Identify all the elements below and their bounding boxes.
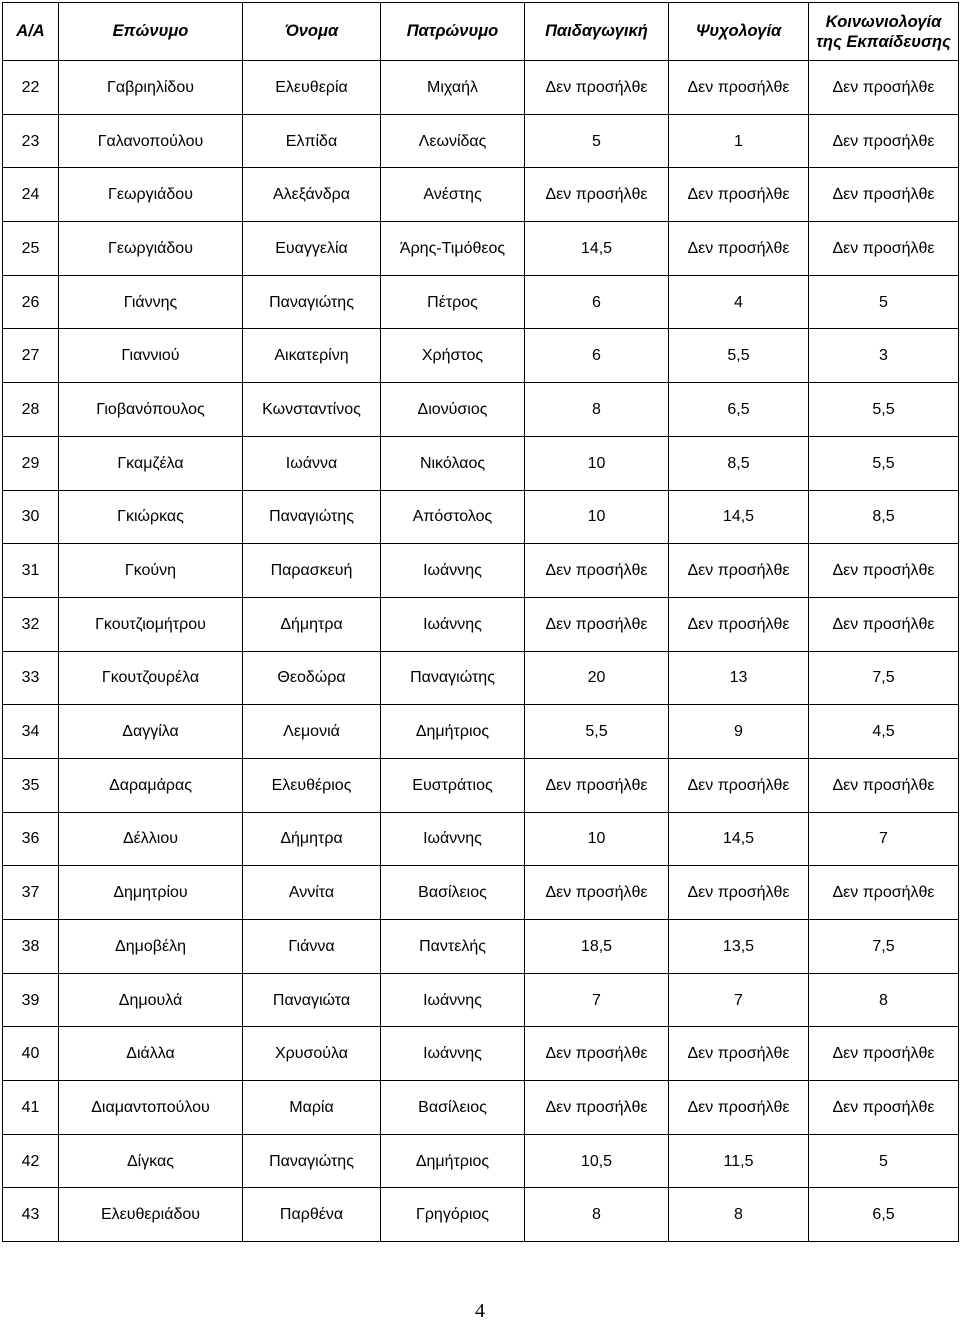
page-number: 4: [475, 1300, 485, 1322]
cell-fathers-name: Άρης-Τιμόθεος: [381, 222, 525, 276]
cell-surname: Ελευθεριάδου: [59, 1188, 243, 1242]
cell-first-name: Αικατερίνη: [243, 329, 381, 383]
cell-first-name: Παναγιώτης: [243, 1134, 381, 1188]
cell-surname: Γιαννιού: [59, 329, 243, 383]
cell-surname: Δημητρίου: [59, 866, 243, 920]
cell-first-name: Ελπίδα: [243, 114, 381, 168]
cell-fathers-name: Βασίλειος: [381, 1081, 525, 1135]
table-row: [3, 329, 959, 383]
cell-fathers-name: Βασίλειος: [381, 866, 525, 920]
cell-aa: 22: [3, 61, 59, 115]
cell-psychology: Δεν προσήλθε: [669, 168, 809, 222]
cell-psychology: 13: [669, 651, 809, 705]
cell-psychology: 4: [669, 275, 809, 329]
table-row: [3, 383, 959, 437]
cell-sociology-of-education: 7: [809, 812, 959, 866]
table-row: [3, 1027, 959, 1081]
table-row: [3, 436, 959, 490]
cell-surname: Γκουτζουρέλα: [59, 651, 243, 705]
cell-first-name: Θεοδώρα: [243, 651, 381, 705]
cell-sociology-of-education: 5,5: [809, 383, 959, 437]
cell-aa: 35: [3, 758, 59, 812]
cell-sociology-of-education: 4,5: [809, 705, 959, 759]
cell-sociology-of-education: 5: [809, 1134, 959, 1188]
cell-fathers-name: Ιωάννης: [381, 597, 525, 651]
cell-aa: 25: [3, 222, 59, 276]
table-row: [3, 705, 959, 759]
cell-aa: 30: [3, 490, 59, 544]
cell-fathers-name: Μιχαήλ: [381, 61, 525, 115]
cell-aa: 23: [3, 114, 59, 168]
cell-psychology: 7: [669, 973, 809, 1027]
cell-first-name: Αννίτα: [243, 866, 381, 920]
cell-pedagogy: 8: [525, 1188, 669, 1242]
cell-pedagogy: 18,5: [525, 920, 669, 974]
cell-psychology: 14,5: [669, 812, 809, 866]
header-fathers-name: Πατρώνυμο: [381, 3, 525, 61]
results-table: [2, 2, 959, 1242]
table-row: [3, 651, 959, 705]
cell-psychology: Δεν προσήλθε: [669, 1081, 809, 1135]
header-sociology-of-education: Κοινωνιολογία της Εκπαίδευσης: [809, 3, 959, 61]
cell-aa: 26: [3, 275, 59, 329]
table-row: [3, 490, 959, 544]
cell-psychology: 1: [669, 114, 809, 168]
header-pedagogy: Παιδαγωγική: [525, 3, 669, 61]
cell-pedagogy: 20: [525, 651, 669, 705]
cell-fathers-name: Ιωάννης: [381, 544, 525, 598]
cell-sociology-of-education: Δεν προσήλθε: [809, 544, 959, 598]
cell-first-name: Παναγιώτα: [243, 973, 381, 1027]
cell-surname: Γιοβανόπουλος: [59, 383, 243, 437]
cell-aa: 36: [3, 812, 59, 866]
cell-pedagogy: Δεν προσήλθε: [525, 758, 669, 812]
cell-aa: 28: [3, 383, 59, 437]
cell-pedagogy: Δεν προσήλθε: [525, 866, 669, 920]
cell-first-name: Λεμονιά: [243, 705, 381, 759]
table-row: [3, 758, 959, 812]
cell-surname: Διάλλα: [59, 1027, 243, 1081]
cell-first-name: Παναγιώτης: [243, 490, 381, 544]
cell-psychology: 8,5: [669, 436, 809, 490]
table-row: [3, 61, 959, 115]
cell-fathers-name: Ιωάννης: [381, 1027, 525, 1081]
cell-psychology: Δεν προσήλθε: [669, 544, 809, 598]
cell-pedagogy: Δεν προσήλθε: [525, 1081, 669, 1135]
cell-psychology: Δεν προσήλθε: [669, 597, 809, 651]
table-row: [3, 1081, 959, 1135]
cell-aa: 24: [3, 168, 59, 222]
cell-fathers-name: Χρήστος: [381, 329, 525, 383]
cell-pedagogy: 10: [525, 436, 669, 490]
cell-first-name: Χρυσούλα: [243, 1027, 381, 1081]
cell-sociology-of-education: Δεν προσήλθε: [809, 168, 959, 222]
cell-psychology: 6,5: [669, 383, 809, 437]
cell-sociology-of-education: 5: [809, 275, 959, 329]
cell-psychology: 11,5: [669, 1134, 809, 1188]
cell-aa: 38: [3, 920, 59, 974]
table-row: [3, 168, 959, 222]
cell-surname: Δέλλιου: [59, 812, 243, 866]
cell-first-name: Ευαγγελία: [243, 222, 381, 276]
cell-pedagogy: 8: [525, 383, 669, 437]
cell-sociology-of-education: 3: [809, 329, 959, 383]
cell-surname: Γαλανοπούλου: [59, 114, 243, 168]
cell-psychology: Δεν προσήλθε: [669, 61, 809, 115]
cell-pedagogy: Δεν προσήλθε: [525, 168, 669, 222]
cell-fathers-name: Παναγιώτης: [381, 651, 525, 705]
cell-fathers-name: Δημήτριος: [381, 705, 525, 759]
cell-psychology: Δεν προσήλθε: [669, 866, 809, 920]
cell-psychology: 9: [669, 705, 809, 759]
cell-psychology: Δεν προσήλθε: [669, 222, 809, 276]
cell-first-name: Κωνσταντίνος: [243, 383, 381, 437]
cell-fathers-name: Διονύσιος: [381, 383, 525, 437]
cell-sociology-of-education: 7,5: [809, 651, 959, 705]
cell-first-name: Δήμητρα: [243, 812, 381, 866]
table-row: [3, 222, 959, 276]
cell-surname: Γκαμζέλα: [59, 436, 243, 490]
cell-aa: 39: [3, 973, 59, 1027]
cell-surname: Διαμαντοπούλου: [59, 1081, 243, 1135]
cell-pedagogy: Δεν προσήλθε: [525, 544, 669, 598]
cell-fathers-name: Απόστολος: [381, 490, 525, 544]
cell-surname: Γκουτζιομήτρου: [59, 597, 243, 651]
cell-sociology-of-education: Δεν προσήλθε: [809, 597, 959, 651]
header-aa: Α/Α: [3, 3, 59, 61]
cell-sociology-of-education: 7,5: [809, 920, 959, 974]
cell-sociology-of-education: Δεν προσήλθε: [809, 114, 959, 168]
cell-pedagogy: 10,5: [525, 1134, 669, 1188]
table-row: [3, 973, 959, 1027]
cell-aa: 29: [3, 436, 59, 490]
header-surname: Επώνυμο: [59, 3, 243, 61]
cell-first-name: Ελευθέριος: [243, 758, 381, 812]
cell-surname: Δημοβέλη: [59, 920, 243, 974]
cell-fathers-name: Νικόλαος: [381, 436, 525, 490]
cell-sociology-of-education: Δεν προσήλθε: [809, 222, 959, 276]
header-first-name: Όνομα: [243, 3, 381, 61]
cell-pedagogy: 14,5: [525, 222, 669, 276]
cell-first-name: Παρθένα: [243, 1188, 381, 1242]
cell-surname: Γεωργιάδου: [59, 168, 243, 222]
table-row: [3, 1134, 959, 1188]
header-psychology: Ψυχολογία: [669, 3, 809, 61]
cell-sociology-of-education: 8: [809, 973, 959, 1027]
cell-pedagogy: 7: [525, 973, 669, 1027]
cell-sociology-of-education: 5,5: [809, 436, 959, 490]
cell-pedagogy: Δεν προσήλθε: [525, 1027, 669, 1081]
cell-aa: 43: [3, 1188, 59, 1242]
cell-fathers-name: Πέτρος: [381, 275, 525, 329]
header-row: [3, 3, 959, 61]
cell-surname: Δαγγίλα: [59, 705, 243, 759]
cell-surname: Γκιώρκας: [59, 490, 243, 544]
table-row: [3, 920, 959, 974]
cell-surname: Δημουλά: [59, 973, 243, 1027]
cell-pedagogy: 5: [525, 114, 669, 168]
table-row: [3, 812, 959, 866]
cell-psychology: Δεν προσήλθε: [669, 1027, 809, 1081]
cell-pedagogy: 10: [525, 812, 669, 866]
cell-sociology-of-education: Δεν προσήλθε: [809, 866, 959, 920]
cell-aa: 34: [3, 705, 59, 759]
table-row: [3, 866, 959, 920]
cell-fathers-name: Ιωάννης: [381, 812, 525, 866]
cell-sociology-of-education: Δεν προσήλθε: [809, 1081, 959, 1135]
table-row: [3, 114, 959, 168]
cell-pedagogy: Δεν προσήλθε: [525, 597, 669, 651]
cell-first-name: Αλεξάνδρα: [243, 168, 381, 222]
cell-sociology-of-education: Δεν προσήλθε: [809, 61, 959, 115]
cell-first-name: Παναγιώτης: [243, 275, 381, 329]
cell-fathers-name: Ευστράτιος: [381, 758, 525, 812]
cell-aa: 37: [3, 866, 59, 920]
cell-first-name: Μαρία: [243, 1081, 381, 1135]
cell-fathers-name: Δημήτριος: [381, 1134, 525, 1188]
cell-aa: 27: [3, 329, 59, 383]
cell-pedagogy: 5,5: [525, 705, 669, 759]
cell-psychology: 13,5: [669, 920, 809, 974]
cell-sociology-of-education: Δεν προσήλθε: [809, 758, 959, 812]
table-row: [3, 597, 959, 651]
cell-aa: 33: [3, 651, 59, 705]
cell-first-name: Ιωάννα: [243, 436, 381, 490]
cell-first-name: Δήμητρα: [243, 597, 381, 651]
cell-sociology-of-education: 8,5: [809, 490, 959, 544]
cell-pedagogy: 10: [525, 490, 669, 544]
cell-fathers-name: Παντελής: [381, 920, 525, 974]
cell-first-name: Παρασκευή: [243, 544, 381, 598]
cell-pedagogy: 6: [525, 275, 669, 329]
cell-fathers-name: Γρηγόριος: [381, 1188, 525, 1242]
cell-aa: 42: [3, 1134, 59, 1188]
cell-aa: 32: [3, 597, 59, 651]
table-body: [3, 61, 959, 1242]
cell-sociology-of-education: 6,5: [809, 1188, 959, 1242]
cell-fathers-name: Λεωνίδας: [381, 114, 525, 168]
cell-pedagogy: 6: [525, 329, 669, 383]
cell-aa: 41: [3, 1081, 59, 1135]
cell-pedagogy: Δεν προσήλθε: [525, 61, 669, 115]
cell-psychology: 14,5: [669, 490, 809, 544]
cell-psychology: Δεν προσήλθε: [669, 758, 809, 812]
cell-surname: Δίγκας: [59, 1134, 243, 1188]
cell-aa: 40: [3, 1027, 59, 1081]
cell-first-name: Ελευθερία: [243, 61, 381, 115]
cell-surname: Γκούνη: [59, 544, 243, 598]
cell-first-name: Γιάννα: [243, 920, 381, 974]
cell-surname: Γιάννης: [59, 275, 243, 329]
cell-aa: 31: [3, 544, 59, 598]
cell-psychology: 8: [669, 1188, 809, 1242]
cell-fathers-name: Ιωάννης: [381, 973, 525, 1027]
cell-sociology-of-education: Δεν προσήλθε: [809, 1027, 959, 1081]
table-row: [3, 544, 959, 598]
cell-fathers-name: Ανέστης: [381, 168, 525, 222]
cell-surname: Γαβριηλίδου: [59, 61, 243, 115]
cell-psychology: 5,5: [669, 329, 809, 383]
cell-surname: Γεωργιάδου: [59, 222, 243, 276]
cell-surname: Δαραμάρας: [59, 758, 243, 812]
table-row: [3, 275, 959, 329]
table-row: [3, 1188, 959, 1242]
